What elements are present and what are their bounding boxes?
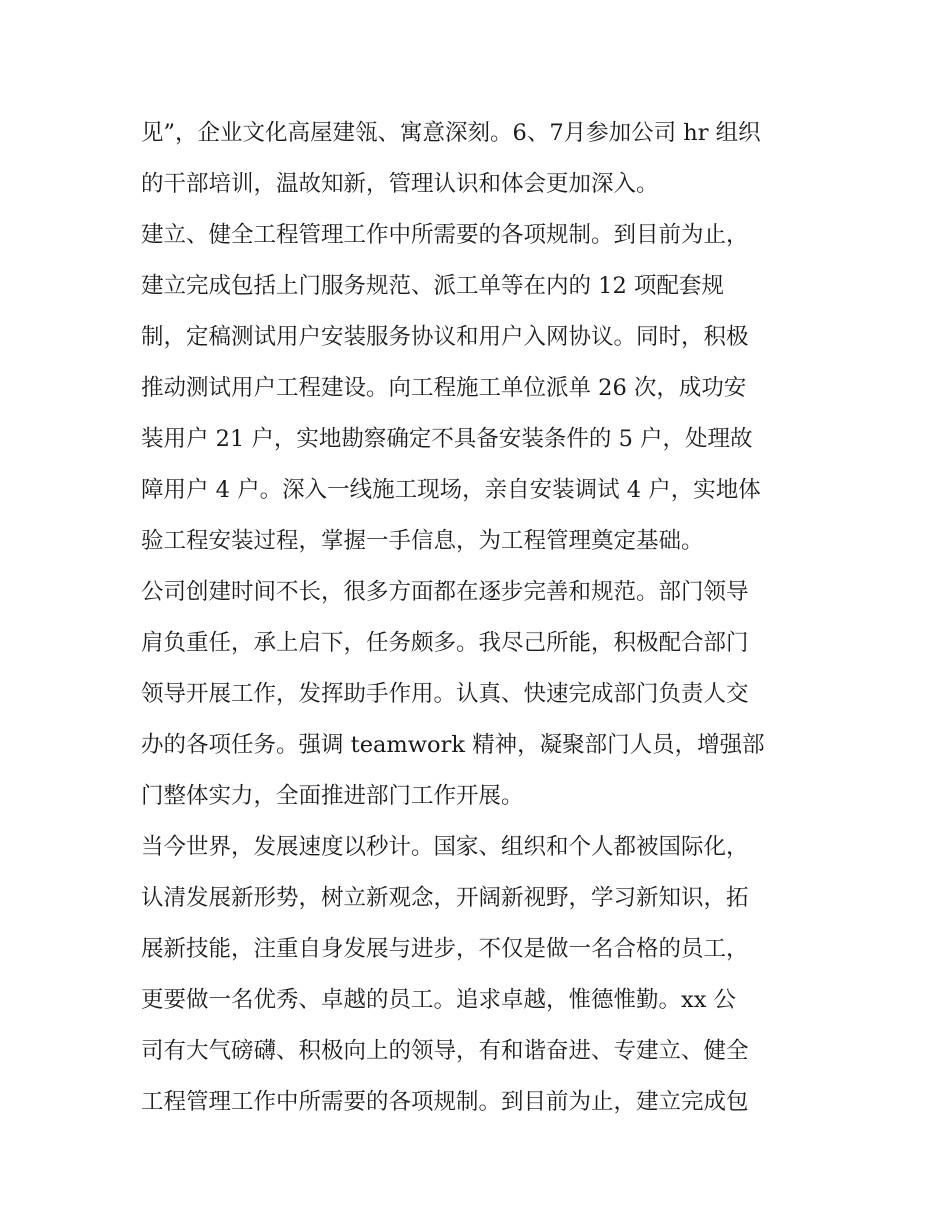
- text-line: 建立完成包括上门服务规范、派工单等在内的 12 项配套规: [141, 273, 724, 299]
- text-line: 展新技能，注重自身发展与进步，不仅是做一名合格的员工，: [141, 936, 749, 962]
- text-line: 制，定稿测试用户安装服务协议和用户入网协议。同时，积极: [141, 324, 749, 350]
- text-line: 工程管理工作中所需要的各项规制。到目前为止，建立完成包: [141, 1089, 749, 1115]
- text-line: 建立、健全工程管理工作中所需要的各项规制。到目前为止，: [141, 222, 749, 248]
- text-line: 公司创建时间不长，很多方面都在逐步完善和规范。部门领导: [141, 579, 749, 605]
- text-line: 领导开展工作，发挥助手作用。认真、快速完成部门负责人交: [141, 681, 749, 707]
- text-line: 的干部培训，温故知新，管理认识和体会更加深入。: [141, 171, 659, 197]
- text-line: 装用户 21 户，实地勘察确定不具备安装条件的 5 户，处理故: [141, 426, 753, 452]
- text-line: 门整体实力，全面推进部门工作开展。: [141, 783, 524, 809]
- text-line: 司有大气磅礴、积极向上的领导，有和谐奋进、专建立、健全: [141, 1038, 749, 1064]
- text-line: 见”，企业文化高屋建瓴、寓意深刻。6、7月参加公司 hr 组织: [141, 120, 761, 146]
- text-line: 推动测试用户工程建设。向工程施工单位派单 26 次，成功安: [141, 375, 747, 401]
- text-line: 认清发展新形势，树立新观念，开阔新视野，学习新知识，拓: [141, 885, 749, 911]
- text-line: 办的各项任务。强调 teamwork 精神，凝聚部门人员，增强部: [141, 732, 765, 758]
- text-line: 当今世界，发展速度以秒计。国家、组织和个人都被国际化，: [141, 834, 749, 860]
- text-line: 更要做一名优秀、卓越的员工。追求卓越，惟德惟勤。xx 公: [141, 987, 737, 1013]
- body-text: [141, 108, 821, 1128]
- text-line: 障用户 4 户。深入一线施工现场，亲自安装调试 4 户，实地体: [141, 477, 761, 503]
- text-line: 肩负重任，承上启下，任务颇多。我尽己所能，积极配合部门: [141, 630, 749, 656]
- text-line: 验工程安装过程，掌握一手信息，为工程管理奠定基础。: [141, 528, 704, 554]
